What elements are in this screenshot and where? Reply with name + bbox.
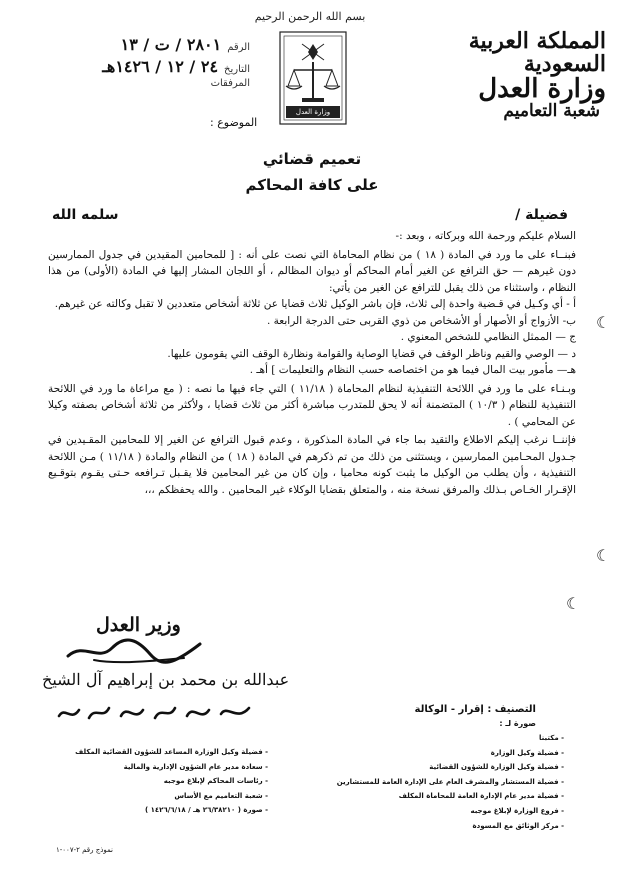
ref-date-value: ٢٤ / ١٢ / ١٤٢٦هـ (102, 56, 219, 76)
list-item: هـ— مأمور بيت المال فيما هو من اختصاصه حسب النظام والتعليمات ] أهـ . (249, 364, 576, 376)
list-item: ج — الممثل النظامي للشخص المعنوي . (400, 331, 576, 343)
ref-number-row (30, 34, 250, 56)
reference-block (30, 34, 250, 91)
subject-label: الموضوع : (210, 116, 258, 129)
classification: التصنيف : إقرار - الوكالة (414, 704, 536, 715)
list-item: ب- الأزواج أو الأصهار أو الأشخاص من ذوي القربى حتى الدرجة الرابعة . (267, 314, 576, 327)
ministry-line-2: وزارة العدل (478, 74, 606, 105)
ref-attachments-label: المرفقات (210, 78, 250, 90)
list-item: - فروع الوزارة لإبلاغ موجبه (334, 804, 564, 819)
ref-attachments-row (30, 77, 250, 91)
letter-body (48, 228, 576, 498)
crescent-mark: ☾ (596, 313, 611, 332)
ministry-header (416, 30, 606, 121)
distribution-list-right (334, 731, 564, 833)
list-item: - فضيلة وكيل الوزارة المساعد للشؤون القضائية المكلف (38, 745, 268, 760)
greeting: السلام عليكم ورحمة الله وبركاته ، وبعد :- (395, 230, 576, 242)
ref-date-label: التاريخ (224, 63, 250, 75)
emblem-caption: وزارة العدل (295, 108, 331, 116)
crescent-mark: ☾ (566, 594, 581, 613)
list-item: - مركز الوثائق مع المسودة (334, 819, 564, 834)
list-item: - فضيلة وكيل الوزارة للشؤون القضائية (334, 760, 564, 775)
handwritten-number (55, 700, 255, 726)
list-item: - سعادة مدير عام الشؤون الإدارية والمالية (38, 760, 268, 775)
copies-label: صورة لـ : (499, 719, 536, 728)
distribution-list-left (38, 745, 268, 818)
form-number: نموذج رقم ٢-٠٠٧-١ (56, 846, 113, 854)
signatory-name: عبدالله بن محمد بن إبراهيم آل الشيخ (42, 670, 290, 689)
ref-number-value: ٢٨٠١ / ت / ١٣ (120, 35, 222, 54)
circular-title: تعميم قضائي (262, 150, 362, 168)
list-item: - رئاسات المحاكم لإبلاغ موجبه (38, 774, 268, 789)
list-item: - فضيلة المستشار والمشرف العام على الإدارة العامة للمستشارين (334, 775, 564, 790)
addressee: فضيلة / (515, 207, 568, 223)
paragraph-2: وبـنـاء على ما ورد في اللائحة التنفيذية لنظام المحاماة ( ١١/١٨ ) التي جاء فيها ما نصه : ( مع مراعاة ما ورد في اللائحة التنفيذية للنظام ( ١٠/٣ ) المتضمنة أنه لا يحق للمتدرب مباشرة أكثر من ثلاث قضايا ، ولأكثر من ثلاثة أشخاص بصفته وكيلا عن المحامي ) . (48, 382, 577, 428)
ministry-emblem (262, 30, 364, 128)
ref-number-label: الرقم (227, 42, 250, 53)
list-item: د — الوصي والقيم وناظر الوقف في قضايا الوصاية والقوامة ونظارة الوقف التي يقومون عليها. (167, 347, 576, 360)
ministry-line-1: المملكة العربية السعودية (468, 28, 606, 78)
list-item: أ - أي وكـيل في قـضية واحدة إلى ثلاث، فإن باشر الوكيل ثلاث قضايا عن ثلاثة أشخاص متعددين لا تقبل وكالته عن غيرهم. (54, 298, 576, 310)
signature-title: وزير العدل (96, 614, 181, 636)
list-item: - فضيلة مدير عام الإدارة العامة للمحاماة المكلف (334, 789, 564, 804)
blessing: سلمه الله (52, 207, 119, 223)
ref-date-row (30, 56, 250, 78)
crescent-mark: ☾ (596, 546, 611, 565)
ministry-line-3: شعبة التعاميم (503, 101, 600, 122)
paragraph-3: فإننــا نرغب إليكم الاطلاع والتقيد بما جاء في المادة المذكورة ، وعدم قبول الترافع عن الغير إلا للمحامين المقـيدين في جـدول المحـامين الممارسين ، ويستثنى من ذلك من تم ذكرهم في المادة ( ١٨ ) من النظام والمادة ( ١١/١٨ ) مـن اللائحة التنفيذية ، وأن يطلب من الوكيل ما يثبت كونه محاميا ، وإن كان من غير المحامين فلا يقـبل تـرافعه حـتى يقـوم بتوقـيع الإقـرار الخـاص بـذلك والمرفق نسخة منه ، والمتعلق بقضايا الوكلاء غير المحامين . والله يحفظكم ،،، (48, 434, 576, 496)
list-item: - صورة ( ٢٦/٣٨٢١٠ هـ / ١٤٢٦/٦/١٨ ) (38, 803, 268, 818)
paragraph-1: فبنــاء على ما ورد في المادة ( ١٨ ) من نظام المحاماة التي نصت على أنه : [ للمحامين المقيدين في جدول الممارسين دون غيرهم — حق الترافع عن الغير أمام المحاكم أو ديوان المظالم ، أو اللجان المشار إليها في المادة (الأولى) من هذا النظام ، واستثناء من ذلك يقبل للترافع عن الغير من يأتي: (48, 248, 576, 294)
basmala: بسم الله الرحمن الرحيم (254, 10, 366, 23)
circular-subtitle: على كافة المحاكم (245, 176, 379, 194)
list-item: - فضيلة وكيل الوزارة (334, 746, 564, 761)
list-item: - شعبة التعاميم مع الأساس (38, 789, 268, 804)
handwritten-signature (64, 634, 204, 668)
list-item: - مكتبنا (334, 731, 564, 746)
